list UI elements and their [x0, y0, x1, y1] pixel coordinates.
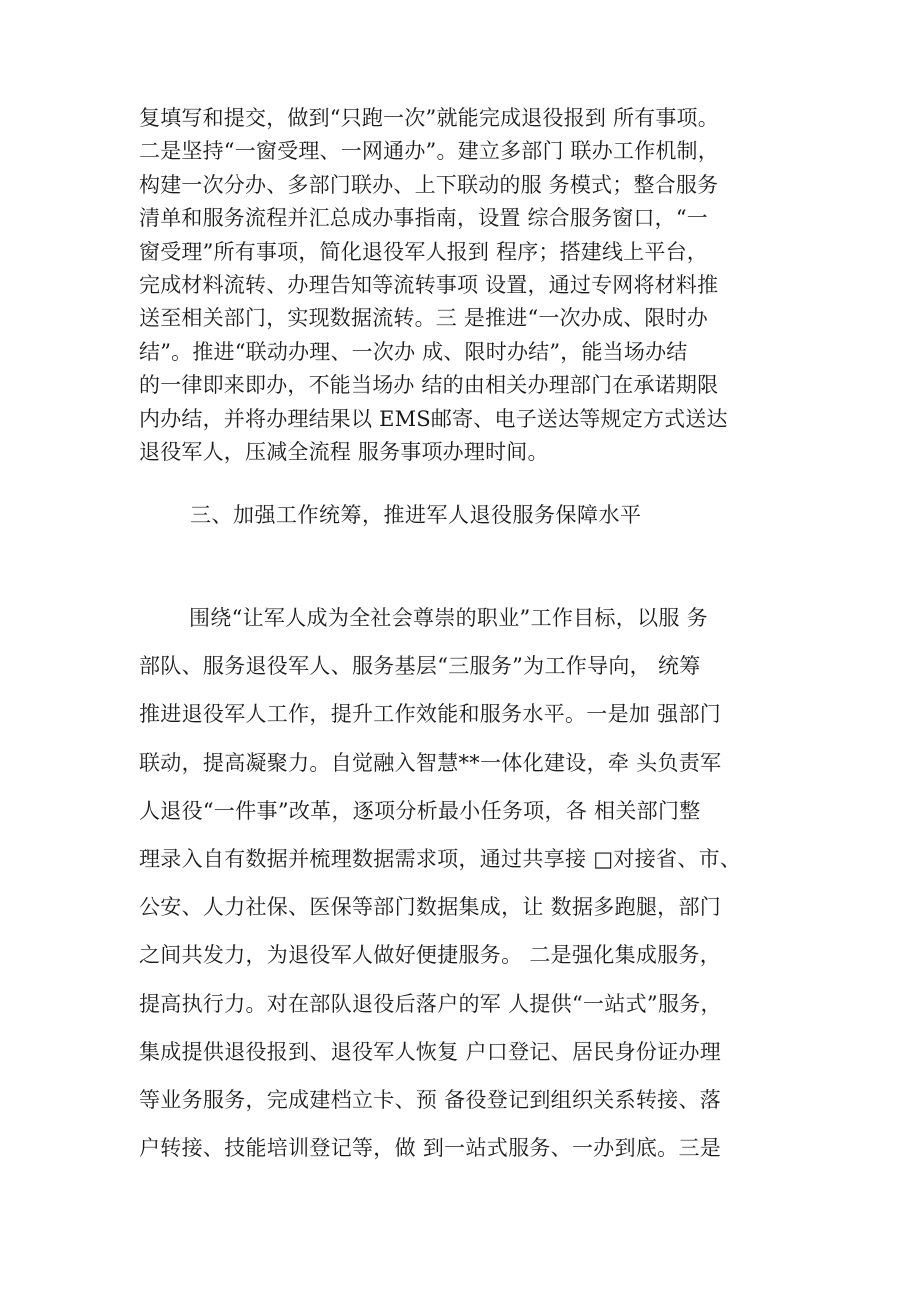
text-line: 等业务服务，完成建档立卡、预 备役登记到组织关系转接、落 [139, 1088, 722, 1113]
text-line: 的一律即来即办，不能当场办 结的由相关办理部门在承诺期限 [139, 373, 719, 398]
text-line: 公安、人力社保、医保等部门数据集成，让 数据多跑腿，部门 [139, 895, 722, 920]
text-line: 之间共发力，为退役军人做好便捷服务。 二是强化集成服务， [139, 943, 722, 968]
text-line: 围绕“让军人成为全社会尊崇的职业”工作目标，以服 务 [189, 606, 708, 630]
text-line: 结”。推进“联动办理、一次办 成、限时办结”，能当场办结 [139, 339, 688, 364]
text-line: 推进退役军人工作，提升工作效能和服务水平。一是加 强部门 [139, 702, 722, 727]
paragraph-section-three [139, 594, 819, 1172]
text-line: 部队、服务退役军人、服务基层“三服务”为工作导向， 统筹 [139, 654, 701, 679]
text-line: 内办结，并将办理结果以 EMS邮寄、电子送达等规定方式送达 [139, 406, 728, 431]
paragraph-continued [139, 102, 819, 469]
text-line: 构建一次分办、多部门联办、上下联动的服 务模式；整合服务 [139, 172, 719, 197]
text-line: 窗受理”所有事项，简化退役军人报到 程序；搭建线上平台， [139, 239, 709, 264]
text-line: 人退役“一件事”改革，逐项分析最小任务项，各 相关部门整 [139, 798, 701, 823]
text-line: 集成提供退役报到、退役军人恢复 户口登记、居民身份证办理 [139, 1039, 722, 1064]
text-line: 联动，提高凝聚力。自觉融入智慧**一体化建设，牵 头负责军 [139, 750, 722, 775]
text-line: 户转接、技能培训登记等，做 到一站式服务、一办到底。三是 [139, 1136, 722, 1161]
text-line: 二是坚持“一窗受理、一网通办”。建立多部门 联办工作机制， [139, 139, 719, 164]
text-line: 退役军人，压减全流程 服务事项办理时间。 [139, 440, 549, 465]
text-line: 清单和服务流程并汇总成办事指南，设置 综合服务窗口，“一 [139, 206, 709, 231]
section-heading: 三、加强工作统筹，推进军人退役服务保障水平 [190, 503, 642, 527]
text-line: 复填写和提交，做到“只跑一次”就能完成退役报到 所有事项。 [139, 106, 719, 130]
text-line: 提高执行力。对在部队退役后落户的军 人提供“一站式”服务， [139, 991, 722, 1016]
text-line: 理录入自有数据并梳理数据需求项，通过共享接 □对接省、市、 [139, 847, 742, 872]
text-line: 送至相关部门，实现数据流转。三 是推进“一次办成、限时办 [139, 306, 709, 331]
text-line: 完成材料流转、办理告知等流转事项 设置，通过专网将材料推 [139, 273, 719, 298]
